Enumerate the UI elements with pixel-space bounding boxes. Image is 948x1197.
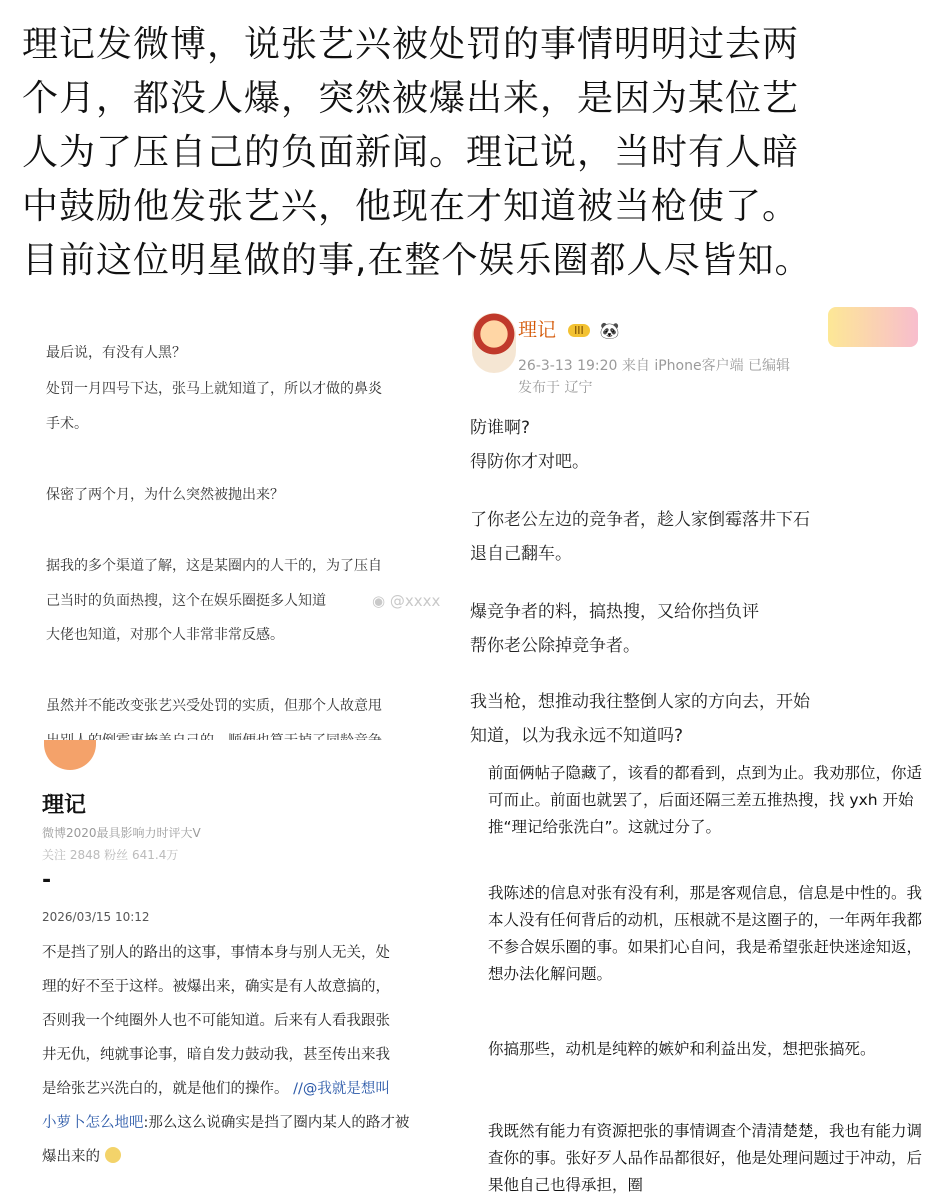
post-line: 井无仇，纯就事论事，暗自发力鼓动我，甚至传出来我: [42, 1047, 390, 1063]
post-paragraph: 我既然有能力有资源把张的事情调查个清清楚楚，我也有能力调查你的事。张好歹人品作品都很好，他是处理问题过于冲动，后果他自己也得承担，圈: [488, 1122, 923, 1194]
post-line: 保密了两个月，为什么突然被抛出来？: [46, 487, 284, 503]
screenshot-right-top: [462, 305, 948, 750]
post-line: 知道，以为我永远不知道吗?: [470, 726, 684, 746]
reply-line: [42, 1110, 448, 1137]
post-line: 退自己翻车。: [470, 544, 572, 564]
post-line: 了你老公左边的竞争者，趁人家倒霉落井下石: [470, 510, 810, 530]
profile-title: 微博2020最具影响力时评大V: [42, 826, 201, 840]
reply-line: [42, 1144, 448, 1171]
vip-badge-icon: III: [568, 324, 590, 337]
watermark-text: @xxxx: [389, 592, 441, 610]
emoji-icon: [105, 1147, 121, 1163]
sticker-icon: [828, 307, 918, 347]
headline-line: 个月，都没人爆，突然被爆出来，是因为某位艺: [22, 78, 800, 119]
post-paragraph: 你搞那些，动机是纯粹的嫉妒和利益出发，想把张搞死。: [488, 1040, 876, 1058]
headline-line: 目前这位明星做的事,在整个娱乐圈都人尽皆知。: [22, 240, 812, 281]
user-name-text: 理记: [518, 319, 557, 341]
divider-dash: -: [42, 868, 52, 893]
avatar: [472, 313, 516, 373]
post-date: 2026/03/15 10:12: [42, 910, 150, 924]
post-line: 处罚一月四号下达，张马上就知道了，所以才做的鼻炎: [46, 381, 382, 397]
reply-text: 爆出来的: [42, 1149, 100, 1165]
weibo-logo-icon: ◉: [372, 592, 386, 610]
post-line: 不是挡了别人的路出的这事，事情本身与别人无关，处: [42, 945, 390, 961]
post-line: 据我的多个渠道了解，这是某圈内的人干的，为了压自: [46, 558, 382, 574]
avatar: [44, 740, 96, 770]
post-line: 防谁啊?: [470, 418, 531, 438]
post-line: 否则我一个纯圈外人也不可能知道。后来有人看我跟张: [42, 1013, 390, 1029]
profile-stats: 关注 2848 粉丝 641.4万: [42, 848, 179, 862]
mention-link[interactable]: //@我就是想叫: [293, 1081, 390, 1097]
post-paragraph: 前面俩帖子隐藏了，该看的都看到，点到为止。我劝那位，你适可而止。前面也就罢了，后面还隔三差五推热搜，找 yxh 开始推“理记给张洗白”。这就过分了。: [488, 764, 923, 836]
headline-line: 理记发微博，说张艺兴被处罚的事情明明过去两: [22, 24, 800, 65]
headline-line: 人为了压自己的负面新闻。理记说，当时有人暗: [22, 132, 800, 173]
screenshot-left-bottom: [22, 740, 462, 1197]
headline: [22, 18, 932, 288]
panda-icon: 🐼: [599, 321, 620, 340]
profile-name[interactable]: 理记: [42, 793, 87, 818]
screenshot-left-top: [22, 322, 462, 754]
post-line: 大佬也知道，对那个人非常非常反感。: [46, 627, 284, 643]
post-line-text: 是给张艺兴洗白的，就是他们的操作。: [42, 1081, 289, 1097]
headline-line: 中鼓励他发张艺兴，他现在才知道被当枪使了。: [22, 186, 800, 227]
post-line: 己当时的负面热搜，这个在娱乐圈挺多人知道: [46, 593, 326, 609]
post-line-with-reply: [42, 1076, 448, 1103]
post-meta: 26-3-13 19:20 来自 iPhone客户端 已编辑: [518, 358, 791, 374]
post-paragraph: 我陈述的信息对张有没有利，那是客观信息，信息是中性的。我本人没有任何背后的动机，压根就不是这圈子的，一年两年我都不参合娱乐圈的事。如果扪心自问，我是希望张赶快迷途知返，想办法化解问题。: [488, 884, 923, 983]
post-line: 得防你才对吧。: [470, 452, 589, 472]
post-line: 最后说，有没有人黑？: [46, 345, 186, 361]
post-line: 爆竞争者的料，搞热搜，又给你挡负评: [470, 602, 759, 622]
post-line: 帮你老公除掉竞争者。: [470, 636, 640, 656]
reply-text: :那么这么说确实是挡了圈内某人的路才被: [143, 1115, 410, 1131]
post-location: 发布于 辽宁: [518, 380, 593, 396]
post-line: 我当枪，想推动我往整倒人家的方向去，开始: [470, 692, 810, 712]
post-line: 理的好不至于这样。被爆出来，确实是有人故意搞的，: [42, 979, 390, 995]
mention-link[interactable]: 小萝卜怎么地吧: [42, 1115, 144, 1131]
watermark: [372, 592, 440, 610]
user-name[interactable]: [518, 315, 620, 342]
screenshot-right-bottom: [470, 750, 948, 1197]
post-line: 虽然并不能改变张艺兴受处罚的实质，但那个人故意甩: [46, 698, 382, 714]
post-line: 手术。: [46, 416, 88, 432]
